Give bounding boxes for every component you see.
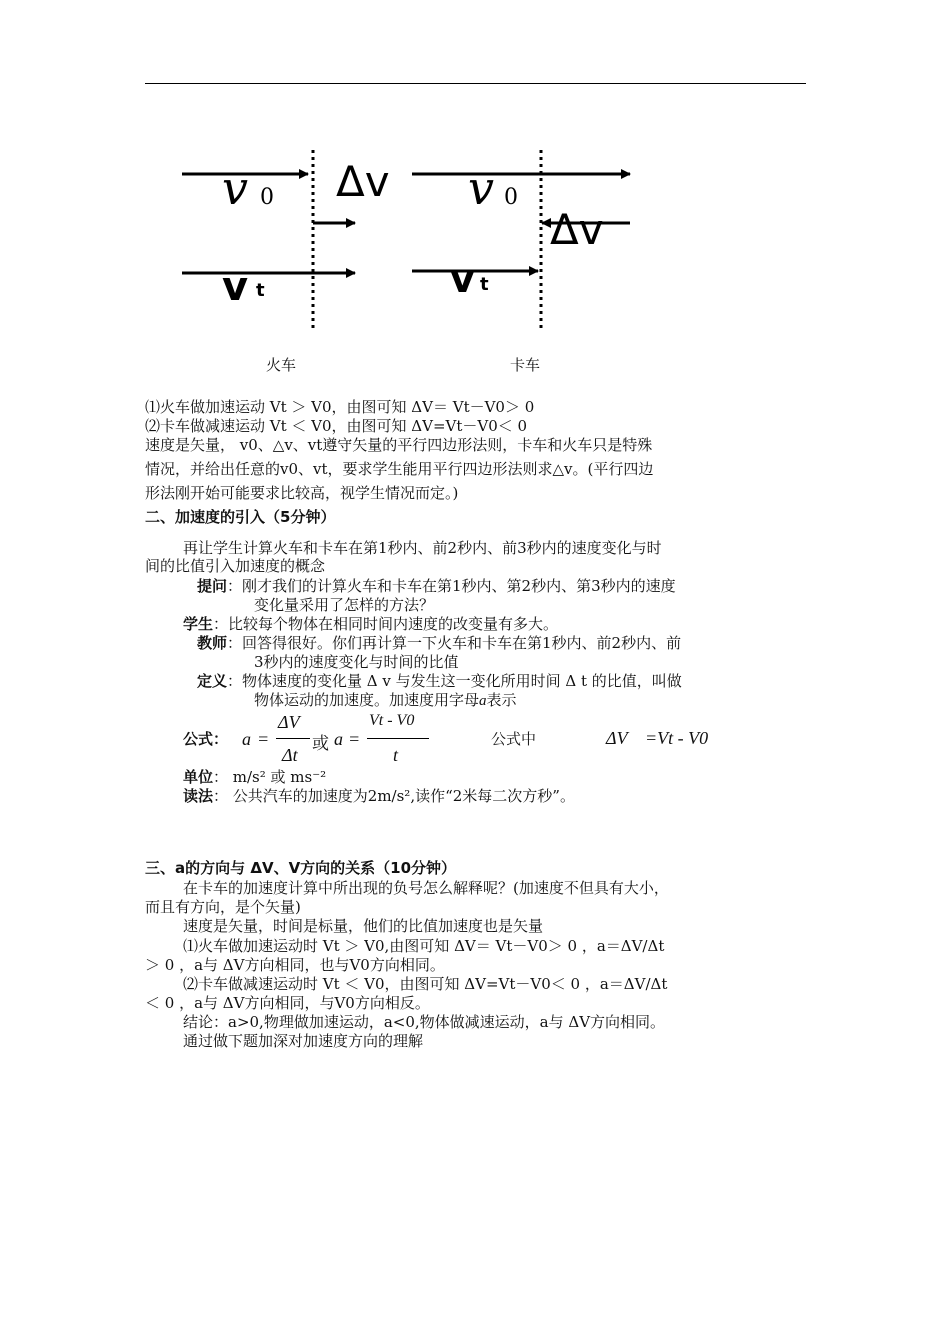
intro-line-4: 情况，并给出任意的v0、vt，要求学生能用平行四边形法则求△v。(平行四边 [145,460,654,478]
definition-label: 定义 [197,672,228,690]
train-v0-sub: 0 [260,185,274,210]
intro-line-2: ⑵卡车做减速运动 Vt ＜ V0，由图可知 ΔV=Vt－V0＜ 0 [145,417,528,435]
train-vt-sub: t [256,280,265,301]
student-text: ：比较每个物体在相同时间内速度的改变量有多大。 [213,615,559,633]
formula-rhs: =Vt - V0 [645,728,709,748]
s3-exercise-intro: 通过做下题加深对加速度方向的理解 [183,1032,424,1050]
train-dv-label: Δv [336,157,390,206]
s3-para-1: 在卡车的加速度计算中所出现的负号怎么解释呢？(加速度不但具有大小， [183,879,669,897]
intro-line-3: 速度是矢量， v0、△v、vt遵守矢量的平行四边形法则，卡车和火车只是特殊 [145,436,653,454]
truck-vt-letter: v [450,257,475,301]
s3-para-3: 速度是矢量，时间是标量，他们的比值加速度也是矢量 [183,917,544,935]
definition-line-2 [254,692,517,710]
definition-text-2a: 物体运动的加速度。加速度用字母 [254,691,480,709]
formula-a-1: a [242,729,251,749]
s2-para-1b: 间的比值引入加速度的概念 [145,557,326,575]
formula-label: 公式： [183,730,229,748]
s3-conclusion: 结论：a>0,物理做加速运动，a<0,物体做减速运动，a与 ΔV方向相同。 [183,1013,666,1031]
question-line-2: 变化量采用了怎样的方法？ [254,596,435,614]
s3-para-4b: ＞ 0 ，a与 ΔV方向相同，也与V0方向相同。 [145,956,445,974]
section-2-heading: 二、加速度的引入（5分钟） [145,508,336,526]
intro-line-1: ⑴火车做加速运动 Vt ＞ V0，由图可知 ΔV＝ Vt－V0＞ 0 [145,398,535,416]
formula-a-2: a [334,729,343,749]
train-vt-letter: v [222,264,249,310]
truck-dv-label: Δv [550,205,604,254]
fraction-bar-1 [276,738,310,739]
question-label: 提问 [197,577,228,595]
student-line [183,616,558,633]
definition-var: a [479,693,487,709]
reading-label: 读法 [183,787,214,805]
fraction-bar-2 [367,738,429,739]
teacher-line-1 [197,635,681,652]
question-line-1 [197,578,676,595]
header-rule [145,83,806,84]
student-label: 学生 [183,615,214,633]
truck-v0-letter: v [468,161,494,215]
s3-para-5a: ⑵卡车做减速运动时 Vt ＜ V0，由图可知 ΔV=Vt－V0＜ 0 ，a＝ΔV/Δt [183,975,668,993]
teacher-line-2: 3秒内的速度变化与时间的比值 [254,653,459,671]
teacher-label: 教师 [197,634,228,652]
s3-para-4a: ⑴火车做加速运动时 Vt ＞ V0,由图可知 ΔV＝ Vt－V0＞ 0 ，a＝ΔV/Δt [183,937,665,955]
truck-caption: 卡车 [510,356,541,374]
formula-or: 或 [312,734,329,754]
train-v0-letter: v [222,161,248,215]
formula-mid-label: 公式中 [491,730,537,748]
formula-num-1: ΔV [278,712,300,732]
definition-text-2b: 表示 [486,691,517,709]
intro-line-5: 形法刚开始可能要求比较高，视学生情况而定。) [145,484,459,502]
reading-text: ： 公共汽车的加速度为2m/s²,读作“2米每二次方秒”。 [213,787,575,805]
formula-num-2: Vt - V0 [369,712,415,729]
unit-line [183,769,326,786]
truck-v0-sub: 0 [504,185,518,210]
formula-den-1: Δt [282,745,298,765]
train-caption: 火车 [266,356,297,374]
reading-line [183,788,575,805]
unit-text: ： m/s² 或 ms⁻² [213,768,327,786]
truck-vt-sub: t [480,274,489,295]
formula-eq-1: = [257,729,270,749]
section-3-heading: 三、a的方向与 ΔV、V方向的关系（10分钟） [145,859,457,877]
s2-para-1a: 再让学生计算火车和卡车在第1秒内、前2秒内、前3秒内的速度变化与时 [183,539,662,557]
unit-label: 单位 [183,768,214,786]
formula-den-2: t [393,745,399,765]
s3-para-2: 而且有方向，是个矢量) [145,898,301,916]
definition-text-1: ：物体速度的变化量 Δ v 与发生这一变化所用时间 Δ t 的比值，叫做 [227,672,682,690]
s3-para-5b: ＜ 0 ，a与 ΔV方向相同，与V0方向相反。 [145,994,430,1012]
definition-line-1 [197,673,682,690]
formula-dv: ΔV [606,728,628,748]
question-text-1: ：刚才我们的计算火车和卡车在第1秒内、第2秒内、第3秒内的速度 [227,577,676,595]
teacher-text-1: ：回答得很好。你们再计算一下火车和卡车在第1秒内、前2秒内、前 [227,634,682,652]
formula-eq-2: = [348,729,361,749]
velocity-diagram [170,140,650,340]
